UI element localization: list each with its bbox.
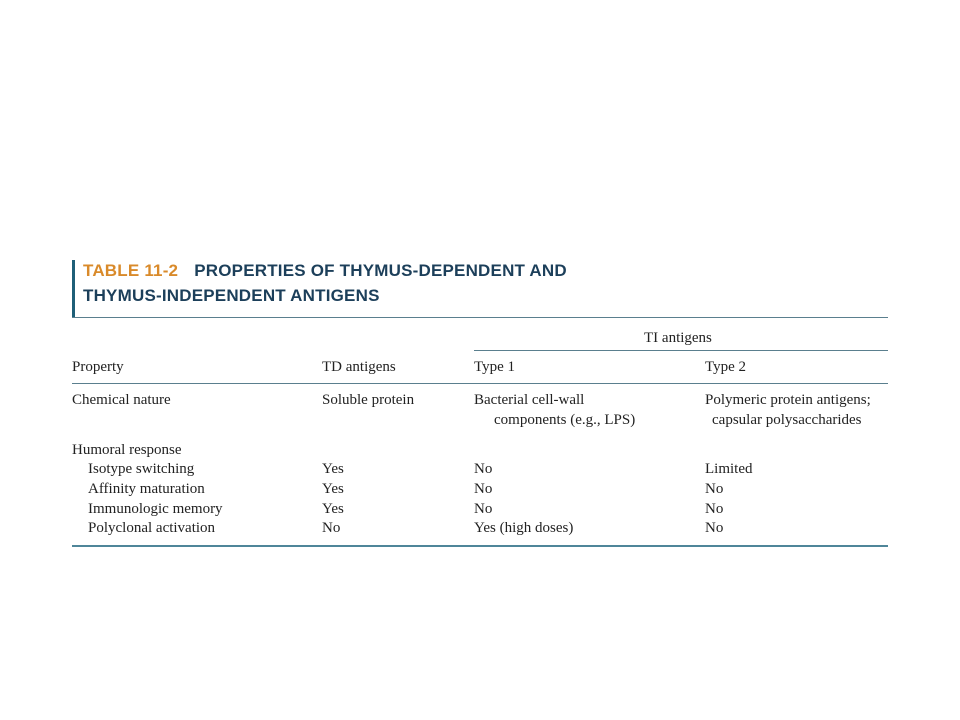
row-property: Affinity maturation: [88, 481, 205, 497]
row-type1: Bacterial cell-wall: [474, 392, 585, 408]
table-title-line2: THYMUS-INDEPENDENT ANTIGENS: [83, 286, 380, 305]
row-type2-cont: capsular polysaccharides: [712, 412, 862, 428]
row-type2: No: [705, 481, 724, 497]
header-property: Property: [72, 359, 124, 375]
group-header-rule: [474, 350, 888, 351]
row-type1: No: [474, 461, 493, 477]
row-property: Polyclonal activation: [88, 520, 216, 536]
row-td: Yes: [322, 501, 344, 517]
row-td: Yes: [322, 461, 344, 477]
header-rule: [72, 383, 888, 384]
top-rule: [72, 317, 888, 318]
row-type1: No: [474, 481, 493, 497]
row-type2: Limited: [705, 461, 753, 477]
row-type2: Polymeric protein antigens;: [705, 392, 871, 408]
bottom-rule: [72, 545, 888, 547]
row-td: No: [322, 520, 341, 536]
row-td: Soluble protein: [322, 392, 415, 408]
row-type1: Yes (high doses): [474, 520, 574, 536]
row-property: Humoral response: [72, 442, 182, 458]
table-title-line1: PROPERTIES OF THYMUS-DEPENDENT AND: [194, 261, 567, 280]
row-type2: No: [705, 501, 724, 517]
row-property: Immunologic memory: [88, 501, 223, 517]
row-type1: No: [474, 501, 493, 517]
row-property: Isotype switching: [88, 461, 195, 477]
row-type1-cont: components (e.g., LPS): [494, 412, 636, 428]
group-header-ti-antigens: TI antigens: [644, 330, 712, 346]
row-td: Yes: [322, 481, 344, 497]
header-type2: Type 2: [705, 359, 747, 375]
title-accent-bar: [72, 260, 75, 317]
table-label: TABLE 11-2: [83, 261, 179, 280]
row-type2: No: [705, 520, 724, 536]
row-property: Chemical nature: [72, 392, 171, 408]
header-td-antigens: TD antigens: [322, 359, 396, 375]
table-title: [83, 258, 567, 308]
header-type1: Type 1: [474, 359, 516, 375]
